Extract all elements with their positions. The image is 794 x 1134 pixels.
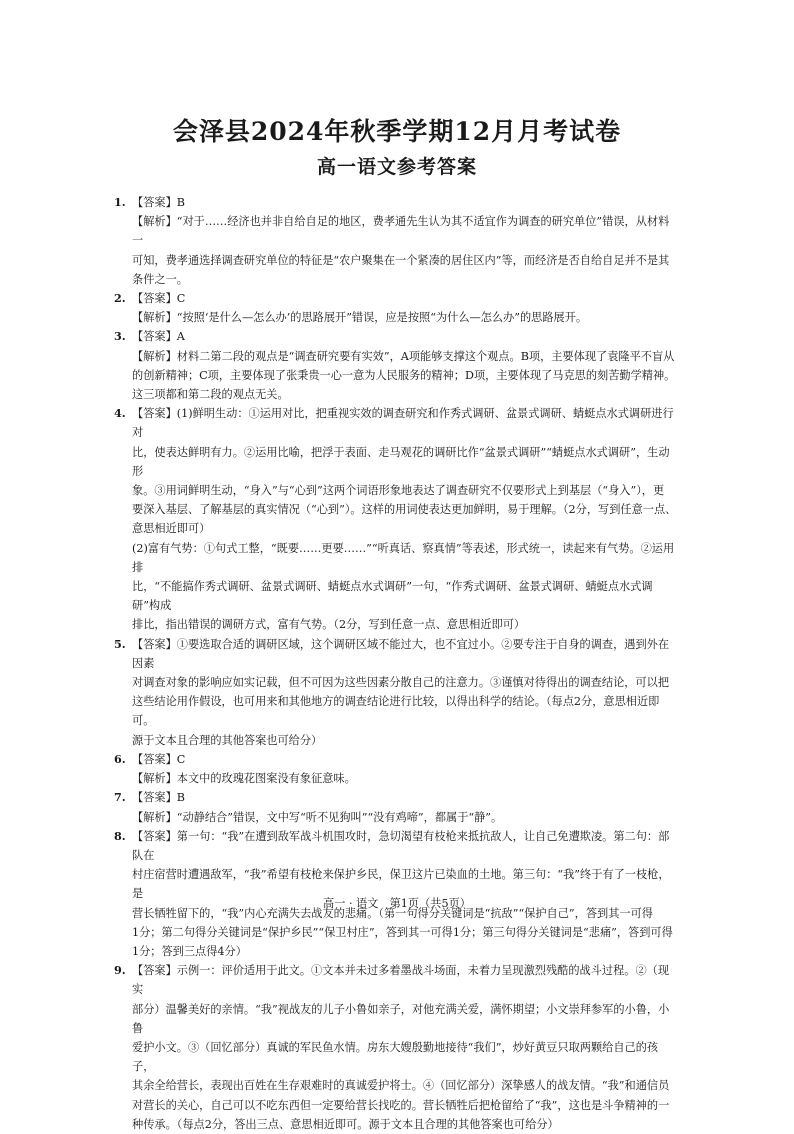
answer-line: 【解析】材料二第二段的观点是“调查研究要有实效”，A项能够支撑这个观点。B项，主要体现了袁隆平不盲从: [132, 349, 675, 363]
answer-line: 源于文本且合理的其他答案也可给分）: [132, 733, 323, 747]
answer-item: [114, 635, 678, 750]
exam-title: 会泽县2024年秋季学期12月月考试卷: [172, 117, 622, 146]
answer-line: 【答案】C: [132, 752, 186, 766]
answer-line: 要深入基层、了解基层的真实情况（“心到”）。这样的用词使表达更加鲜明，易于理解。（2分，写到任意一点、: [132, 503, 677, 517]
answer-line: 【答案】A: [132, 330, 185, 344]
answer-item: [114, 289, 678, 327]
answer-line: 【解析】本文中的玫瑰花图案没有象征意味。: [132, 772, 356, 786]
question-number: 5.: [114, 636, 126, 651]
page-footer: 高一 · 语文 第1页（共5页）: [323, 897, 471, 910]
answer-line: 【解析】“动静结合”错误，文中写“听不见狗叫”“没有鸡啼”，都属于“静”。: [132, 810, 503, 824]
answer-item: [114, 788, 678, 826]
question-number: 1.: [114, 195, 126, 209]
answer-line: 村庄宿营时遭遇敌军，“我”希望有枝枪来保护乡民，保卫这片已染血的土地。第三句：“我”终于有了一枝枪，是: [132, 868, 670, 901]
question-number: 6.: [114, 751, 126, 766]
answer-line: 【解析】“对于……经济也并非自给自足的地区，费孝通先生认为其不适宜作为调查的研究单位”错误，从材料一: [132, 215, 670, 248]
answer-line: 【答案】示例一：评价适用于此文。①文本并未过多着墨战斗场面，未着力呈现激烈残酷的战斗过程。②（现实: [132, 964, 670, 997]
answer-line: 象。③用词鲜明生动，“身入”与“心到”这两个词语形象地表达了调查研究不仅要形式上到基层（“身入”），更: [132, 484, 665, 498]
answer-line: 种传承。（每点2分，答出三点、意思相近即可。源于文本且合理的其他答案也可给分）: [132, 1117, 559, 1131]
answer-item: [114, 827, 678, 961]
answer-line: 【答案】第一句：“我”在遭到敌军战斗机围攻时，急切渴望有枝枪来抵抗敌人，让自己免遭欺凌。第二句：部队在: [132, 829, 670, 862]
answer-line: 排比，指出错误的调研方式，富有气势。（2分，写到任意一点、意思相近即可）: [132, 618, 526, 632]
answer-line: 【答案】B: [132, 196, 185, 209]
question-number: 9.: [114, 963, 126, 978]
answer-line: 【答案】B: [132, 791, 185, 805]
answer-line: 对调查对象的影响应如实记载，但不可因为这些因素分散自己的注意力。③谨慎对待得出的调查结论，可以把: [132, 676, 670, 690]
answer-line: 营长牺牲留下的，“我”内心充满失去战友的悲痛。（第一句得分关键词是“抗敌”“保护自己”，答到其一可得: [132, 906, 653, 920]
answer-line: 其余全给营长，表现出百姓在生存艰难时的真诚爱护将士。④（回忆部分）深挚感人的战友情。“我”和通信员: [132, 1079, 670, 1093]
answer-line: 爱护小文。③（回忆部分）真诚的军民鱼水情。房东大嫂殷勤地接待“我们”，炒好黄豆只取两颗给自己的孩子，: [132, 1040, 659, 1074]
answer-item: [114, 750, 678, 788]
answer-line: 这些结论用作假设，也可用来和其他地方的调查结论进行比较，以得出科学的结论。（每点2分，意思相近即可。: [132, 695, 660, 728]
answer-item: [114, 404, 678, 634]
question-number: 2.: [114, 291, 126, 306]
answer-item: [114, 961, 678, 1134]
answer-line: 比，“不能搞作秀式调研、盆景式调研、蜻蜓点水式调研”一句，“作秀式调研、盆景式调研、蜻蜓点水式调研”构成: [132, 580, 653, 613]
question-number: 3.: [114, 329, 126, 344]
answer-line: 1分；答到三点得4分）: [132, 944, 247, 958]
answer-item: [114, 327, 678, 404]
answer-line: 可知，费孝通选择调查研究单位的特征是“农户聚集在一个紧凑的居住区内”等，而经济是否自给自足并不是其: [132, 253, 670, 267]
question-number: 4.: [114, 406, 126, 421]
answer-line: 这三项都和第二段的观点无关。: [132, 388, 289, 402]
answer-line: 1分；第二句得分关键词是“保护乡民”“保卫村庄”，答到其一可得1分；第三句得分关键词是“悲痛”，答到可得: [132, 925, 673, 939]
answer-line: 对营长的关心，自己可以不吃东西但一定要给营长找吃的。营长牺牲后把枪留给了“我”，这也是斗争精神的一: [132, 1098, 670, 1112]
answer-subtitle: 高一语文参考答案: [316, 156, 477, 178]
question-number: 8.: [114, 828, 126, 843]
question-number: 7.: [114, 790, 126, 805]
answer-line: 【解析】“按照‘是什么—怎么办’的思路展开”错误，应是按照“为什么—怎么办”的思路展开。: [132, 311, 588, 325]
answer-line: 【答案】C: [132, 292, 186, 306]
answer-list: [114, 193, 678, 1134]
answer-line: 【答案】(1)鲜明生动：①运用对比，把重视实效的调查研究和作秀式调研、盆景式调研、蜻蜓点水式调研进行对: [132, 407, 674, 440]
answer-line: 【答案】①要选取合适的调研区域，这个调研区域不能过大，也不宜过小。②要专注于自身的调查，遇到外在因素: [132, 637, 670, 670]
answer-line: 意思相近即可）: [132, 522, 211, 536]
answer-line: 条件之一。: [132, 272, 188, 286]
answer-line: 的创新精神；C项，主要体现了张秉贵一心一意为人民服务的精神；D项，主要体现了马克思的刻苦勤学精神。: [132, 368, 676, 382]
answer-line: 比，使表达鲜明有力。②运用比喻，把浮于表面、走马观花的调研比作“盆景式调研”“蜻蜓点水式调研”，生动形: [132, 445, 670, 478]
answer-line: (2)富有气势：①句式工整，“既要……更要……”“听真话、察真情”等表述，形式统一，读起来有气势。②运用排: [132, 541, 675, 574]
answer-item: [114, 193, 678, 289]
answer-line: 部分）温馨美好的亲情。“我”视战友的儿子小鲁如亲子，对他充满关爱，满怀期望；小文崇拜参军的小鲁，小鲁: [132, 1002, 670, 1035]
